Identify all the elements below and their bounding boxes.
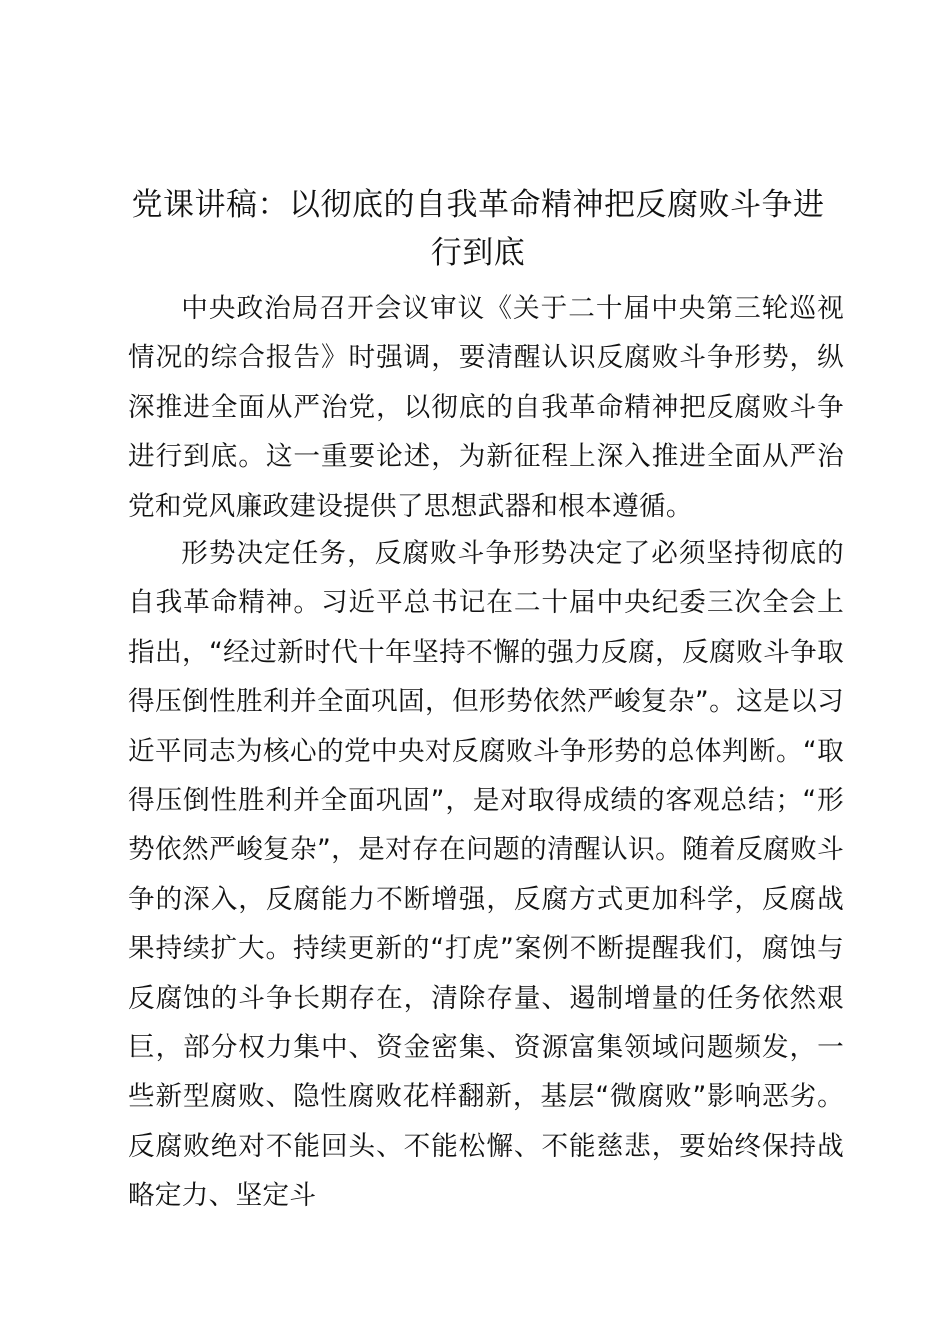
document-title: 党课讲稿：以彻底的自我革命精神把反腐败斗争进行到底 [131,187,825,271]
paragraph-1: 中央政治局召开会议审议《关于二十届中央第三轮巡视情况的综合报告》时强调，要清醒认识反腐败斗争形势，纵深推进全面从严治党，以彻底的自我革命精神把反腐败斗争进行到底。这一重要论述，为新征程上深入推进全面从严治党和党风廉政建设提供了思想武器和根本遵循。 [128,293,844,522]
paragraph-2: 形势决定任务，反腐败斗争形势决定了必须坚持彻底的自我革命精神。习近平总书记在二十届中央纪委三次全会上指出，“经过新时代十年坚持不懈的强力反腐，反腐败斗争取得压倒性胜利并全面巩固，但形势依然严峻复杂”。这是以习近平同志为核心的党中央对反腐败斗争形势的总体判断。“取得压倒性胜利并全面巩固”，是对取得成绩的客观总结；“形势依然严峻复杂”，是对存在问题的清醒认识。随着反腐败斗争的深入，反腐能力不断增强，反腐方式更加科学，反腐战果持续扩大。持续更新的“打虎”案例不断提醒我们，腐蚀与反腐蚀的斗争长期存在，清除存量、遏制增量的任务依然艰巨，部分权力集中、资金密集、资源富集领域问题频发，一些新型腐败、隐性腐败花样翻新，基层“微腐败”影响恶劣。反腐败绝对不能回头、不能松懈、不能慈悲，要始终保持战略定力、坚定斗 [128,538,844,1212]
